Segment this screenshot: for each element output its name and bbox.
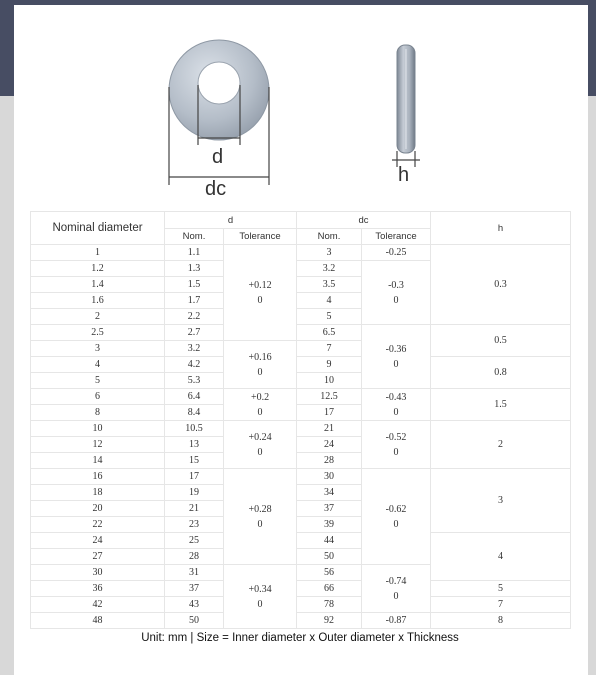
dc-nom-cell: 92 (297, 613, 362, 629)
nominal-cell: 1.4 (31, 277, 165, 293)
dc-tolerance-cell (362, 469, 431, 565)
d-nom-cell: 43 (165, 597, 224, 613)
dc-tolerance-upper: -0.36 (385, 343, 407, 355)
nominal-cell: 1.2 (31, 261, 165, 277)
dc-nom-cell: 37 (297, 501, 362, 517)
d-tolerance-upper: +0.12 (248, 279, 272, 291)
dc-tolerance-upper: -0.52 (385, 431, 407, 443)
dc-nom-cell: 17 (297, 405, 362, 421)
h-cell: 8 (431, 613, 571, 629)
nominal-cell: 6 (31, 389, 165, 405)
d-nom-cell: 28 (165, 549, 224, 565)
d-tolerance-cell (224, 565, 297, 629)
nominal-cell: 16 (31, 469, 165, 485)
dc-nom-cell: 4 (297, 293, 362, 309)
dc-tolerance-cell (362, 613, 431, 629)
d-nom-cell: 3.2 (165, 341, 224, 357)
washer-diagram (14, 5, 588, 205)
nominal-cell: 12 (31, 437, 165, 453)
d-tolerance-cell (224, 341, 297, 389)
nominal-cell: 27 (31, 549, 165, 565)
dc-nom-cell: 10 (297, 373, 362, 389)
nominal-cell: 48 (31, 613, 165, 629)
nominal-cell: 14 (31, 453, 165, 469)
nominal-cell: 5 (31, 373, 165, 389)
d-nom-cell: 1.1 (165, 245, 224, 261)
dc-nom-cell: 66 (297, 581, 362, 597)
dc-tolerance-lower: 0 (393, 294, 399, 306)
h-cell: 2 (431, 421, 571, 469)
dc-tolerance-upper: -0.87 (385, 615, 407, 626)
nominal-cell: 1 (31, 245, 165, 261)
h-cell: 0.8 (431, 357, 571, 389)
header-d-nom: Nom. (165, 229, 224, 245)
d-nom-cell: 17 (165, 469, 224, 485)
dc-nom-cell: 3 (297, 245, 362, 261)
dc-tolerance-upper: -0.3 (388, 279, 404, 291)
header-dc-tolerance: Tolerance (362, 229, 431, 245)
dc-tolerance-upper: -0.62 (385, 503, 407, 515)
dc-nom-cell: 5 (297, 309, 362, 325)
d-tolerance-lower: 0 (257, 294, 263, 306)
dc-nom-cell: 6.5 (297, 325, 362, 341)
header-h: h (431, 212, 571, 245)
d-nom-cell: 25 (165, 533, 224, 549)
d-tolerance-upper: +0.2 (250, 391, 270, 403)
d-nom-cell: 13 (165, 437, 224, 453)
label-dc: dc (205, 178, 227, 200)
dc-tolerance-lower: 0 (393, 590, 399, 602)
d-tolerance-upper: +0.24 (248, 431, 272, 443)
h-cell: 1.5 (431, 389, 571, 421)
dc-nom-cell: 3.2 (297, 261, 362, 277)
d-tolerance-lower: 0 (257, 446, 263, 458)
side-backdrop-left (0, 96, 14, 675)
d-nom-cell: 5.3 (165, 373, 224, 389)
dc-nom-cell: 28 (297, 453, 362, 469)
d-tolerance-cell (224, 389, 297, 421)
label-d: d (212, 146, 224, 168)
d-nom-cell: 8.4 (165, 405, 224, 421)
d-nom-cell: 50 (165, 613, 224, 629)
d-tolerance-cell (224, 421, 297, 469)
d-tolerance-upper: +0.28 (248, 503, 272, 515)
h-cell: 4 (431, 533, 571, 581)
dc-tolerance-cell (362, 261, 431, 325)
dc-nom-cell: 12.5 (297, 389, 362, 405)
d-tolerance-lower: 0 (257, 366, 263, 378)
d-nom-cell: 19 (165, 485, 224, 501)
nominal-cell: 3 (31, 341, 165, 357)
d-tolerance-lower: 0 (257, 598, 263, 610)
washer-front-view (169, 40, 269, 140)
dc-nom-cell: 44 (297, 533, 362, 549)
d-nom-cell: 1.7 (165, 293, 224, 309)
dc-tolerance-cell (362, 565, 431, 613)
dc-tolerance-lower: 0 (393, 358, 399, 370)
dc-nom-cell: 9 (297, 357, 362, 373)
dc-tolerance-lower: 0 (393, 518, 399, 530)
dc-nom-cell: 21 (297, 421, 362, 437)
header-dc-nom: Nom. (297, 229, 362, 245)
header-d-tolerance: Tolerance (224, 229, 297, 245)
header-dc: dc (297, 212, 431, 229)
h-cell: 7 (431, 597, 571, 613)
dc-tolerance-lower: 0 (393, 446, 399, 458)
d-nom-cell: 21 (165, 501, 224, 517)
dc-nom-cell: 7 (297, 341, 362, 357)
dc-nom-cell: 3.5 (297, 277, 362, 293)
spec-table (30, 211, 571, 629)
h-cell: 5 (431, 581, 571, 597)
d-nom-cell: 1.3 (165, 261, 224, 277)
dc-nom-cell: 30 (297, 469, 362, 485)
d-tolerance-cell (224, 245, 297, 341)
nominal-cell: 18 (31, 485, 165, 501)
header-nominal-diameter: Nominal diameter (31, 212, 165, 245)
d-tolerance-lower: 0 (257, 518, 263, 530)
d-nom-cell: 10.5 (165, 421, 224, 437)
d-nom-cell: 31 (165, 565, 224, 581)
dc-nom-cell: 39 (297, 517, 362, 533)
d-nom-cell: 2.7 (165, 325, 224, 341)
nominal-cell: 2 (31, 309, 165, 325)
dc-tolerance-cell (362, 245, 431, 261)
dc-nom-cell: 78 (297, 597, 362, 613)
d-tolerance-cell (224, 469, 297, 565)
nominal-cell: 1.6 (31, 293, 165, 309)
side-backdrop-right (588, 96, 596, 675)
dc-tolerance-upper: -0.25 (385, 247, 407, 258)
dc-tolerance-cell (362, 421, 431, 469)
nominal-cell: 36 (31, 581, 165, 597)
dc-nom-cell: 24 (297, 437, 362, 453)
nominal-cell: 24 (31, 533, 165, 549)
dc-nom-cell: 50 (297, 549, 362, 565)
dc-tolerance-cell (362, 325, 431, 389)
nominal-cell: 42 (31, 597, 165, 613)
h-cell: 3 (431, 469, 571, 533)
d-nom-cell: 1.5 (165, 277, 224, 293)
d-nom-cell: 6.4 (165, 389, 224, 405)
nominal-cell: 2.5 (31, 325, 165, 341)
d-nom-cell: 37 (165, 581, 224, 597)
washer-side-view (397, 45, 415, 153)
dc-tolerance-cell (362, 389, 431, 421)
unit-footnote: Unit: mm | Size = Inner diameter x Outer diameter x Thickness (141, 632, 459, 644)
nominal-cell: 8 (31, 405, 165, 421)
d-nom-cell: 23 (165, 517, 224, 533)
label-h: h (398, 164, 410, 186)
d-tolerance-upper: +0.16 (248, 351, 272, 363)
nominal-cell: 22 (31, 517, 165, 533)
dc-tolerance-upper: -0.43 (385, 391, 407, 403)
d-nom-cell: 2.2 (165, 309, 224, 325)
nominal-cell: 30 (31, 565, 165, 581)
nominal-cell: 4 (31, 357, 165, 373)
d-tolerance-lower: 0 (257, 406, 263, 418)
h-cell: 0.5 (431, 325, 571, 357)
h-cell: 0.3 (431, 245, 571, 325)
d-tolerance-upper: +0.34 (248, 583, 272, 595)
dc-nom-cell: 56 (297, 565, 362, 581)
dc-tolerance-lower: 0 (393, 406, 399, 418)
nominal-cell: 20 (31, 501, 165, 517)
dc-nom-cell: 34 (297, 485, 362, 501)
nominal-cell: 10 (31, 421, 165, 437)
dc-tolerance-upper: -0.74 (385, 575, 407, 587)
d-nom-cell: 15 (165, 453, 224, 469)
header-d: d (165, 212, 297, 229)
d-nom-cell: 4.2 (165, 357, 224, 373)
